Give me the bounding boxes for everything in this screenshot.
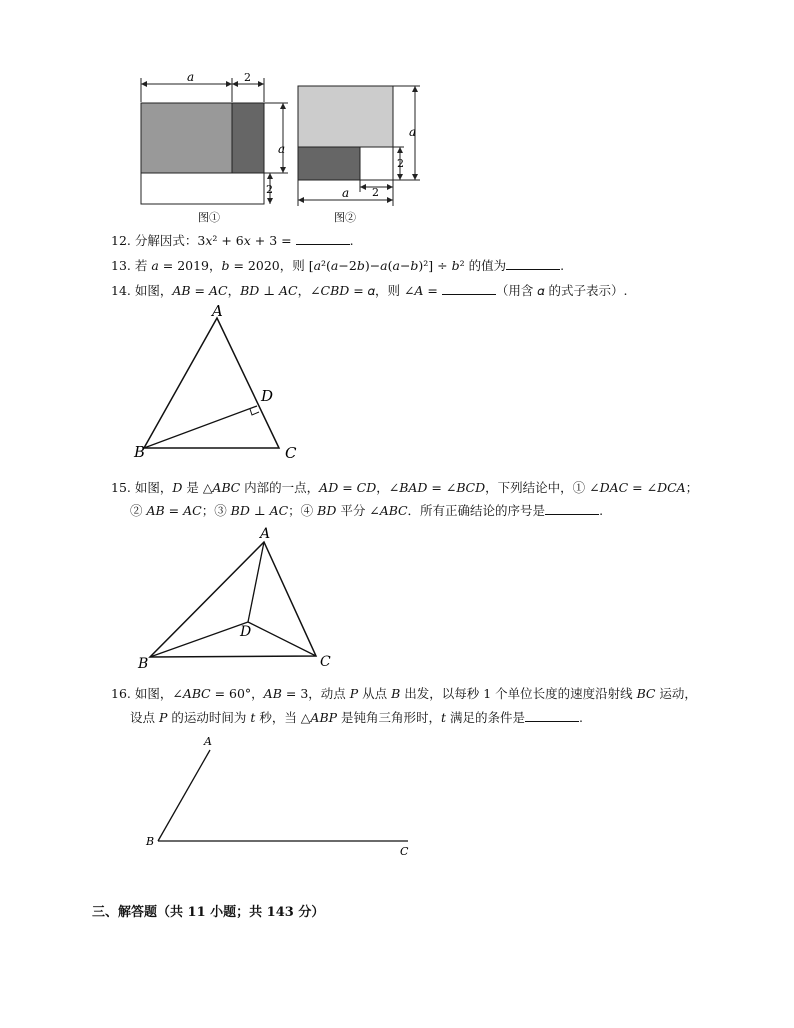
q16-line1: 16. 如图，∠𝐴𝐵𝐶 = 60°，𝐴𝐵 = 3，动点 𝑃 从点 𝐵 出发，以每秒 1 个单位长度的速度沿射线 𝐵𝐶 运动，: [111, 686, 697, 701]
q16-label-B: B: [146, 835, 155, 848]
question-12: [111, 233, 354, 249]
q14-label-C: C: [285, 444, 297, 462]
answer-blank[interactable]: [506, 258, 560, 270]
q16-label-C: C: [400, 845, 409, 858]
q15-label-C: C: [320, 654, 331, 670]
fig1-label-a-right: a: [278, 142, 286, 156]
fig1-label-2-top: 2: [244, 71, 251, 84]
answer-blank[interactable]: [525, 710, 579, 722]
q13-suffix: .: [560, 258, 565, 273]
fig2-label-a-right: a: [409, 125, 417, 139]
q13-text: 13. 若 𝑎 = 2019，𝑏 = 2020，则 [𝑎²(𝑎−2𝑏)−𝑎(𝑎−𝑏)²] ÷ 𝑏² 的值为: [111, 258, 507, 273]
fig2-label-2-right: 2: [397, 157, 404, 170]
q15-line1: 15. 如图，𝐷 是 △𝐴𝐵𝐶 内部的一点，𝐴𝐷 = 𝐶𝐷，∠𝐵𝐴𝐷 = ∠𝐵𝐶𝐷，下列结论中，① ∠𝐷𝐴𝐶 = ∠𝐷𝐶𝐴；: [111, 480, 699, 495]
q16-line2: 设点 𝑃 的运动时间为 𝑡 秒，当 △𝐴𝐵𝑃 是钝角三角形时，𝑡 满足的条件是: [130, 710, 526, 725]
q12-prefix: 12. 分解因式：3: [111, 233, 206, 248]
fig1-caption: 图①: [198, 211, 220, 224]
figure-2: [290, 70, 430, 230]
q12-var2: x: [243, 233, 251, 248]
answer-blank[interactable]: [545, 503, 599, 515]
q15-label-A: A: [260, 526, 271, 542]
question-16-line-2: [130, 710, 583, 726]
q16-suffix: .: [579, 710, 583, 725]
figure-1: [130, 70, 290, 230]
q15-label-D: D: [240, 624, 252, 640]
q12-rest: ² + 6: [212, 233, 244, 248]
section-3-heading: 三、解答题（共 11 小题；共 143 分）: [92, 905, 325, 920]
answer-blank[interactable]: [296, 233, 350, 245]
q15-triangle-figure: [130, 520, 350, 675]
q14-label-D: D: [261, 387, 274, 405]
q15-line2: ② 𝐴𝐵 = 𝐴𝐶；③ 𝐵𝐷 ⊥ 𝐴𝐶；④ 𝐵𝐷 平分 ∠𝐴𝐵𝐶．所有正确结论的序号是: [130, 503, 546, 518]
question-15-line-2: [130, 503, 603, 519]
fig2-label-2-bottom: 2: [372, 186, 379, 199]
q12-var: x: [205, 233, 213, 248]
fig2-label-a-bottom: a: [342, 186, 350, 200]
question-14: [111, 283, 628, 299]
question-16-line-1: [111, 686, 697, 702]
q15-label-B: B: [138, 656, 149, 672]
question-13: [111, 258, 564, 274]
q14-label-A: A: [212, 302, 223, 320]
q14-suffix: （用含 𝛼 的式子表示）.: [495, 283, 628, 298]
answer-blank[interactable]: [442, 283, 496, 295]
q12-rest2: + 3 =: [250, 233, 296, 248]
fig2-caption: 图②: [334, 211, 356, 224]
q12-suffix: .: [349, 233, 354, 248]
q14-text: 14. 如图，𝐴𝐵 = 𝐴𝐶，𝐵𝐷 ⊥ 𝐴𝐶，∠𝐶𝐵𝐷 = 𝛼，则 ∠𝐴 =: [111, 283, 442, 298]
q16-angle-figure: [140, 730, 430, 860]
q15-suffix: .: [599, 503, 604, 518]
fig1-label-a: a: [187, 70, 195, 84]
fig1-label-2-right: 2: [266, 183, 273, 196]
q14-triangle-figure: [130, 300, 310, 470]
q16-label-A: A: [204, 735, 212, 748]
question-15-line-1: [111, 480, 698, 496]
q14-label-B: B: [134, 443, 146, 461]
